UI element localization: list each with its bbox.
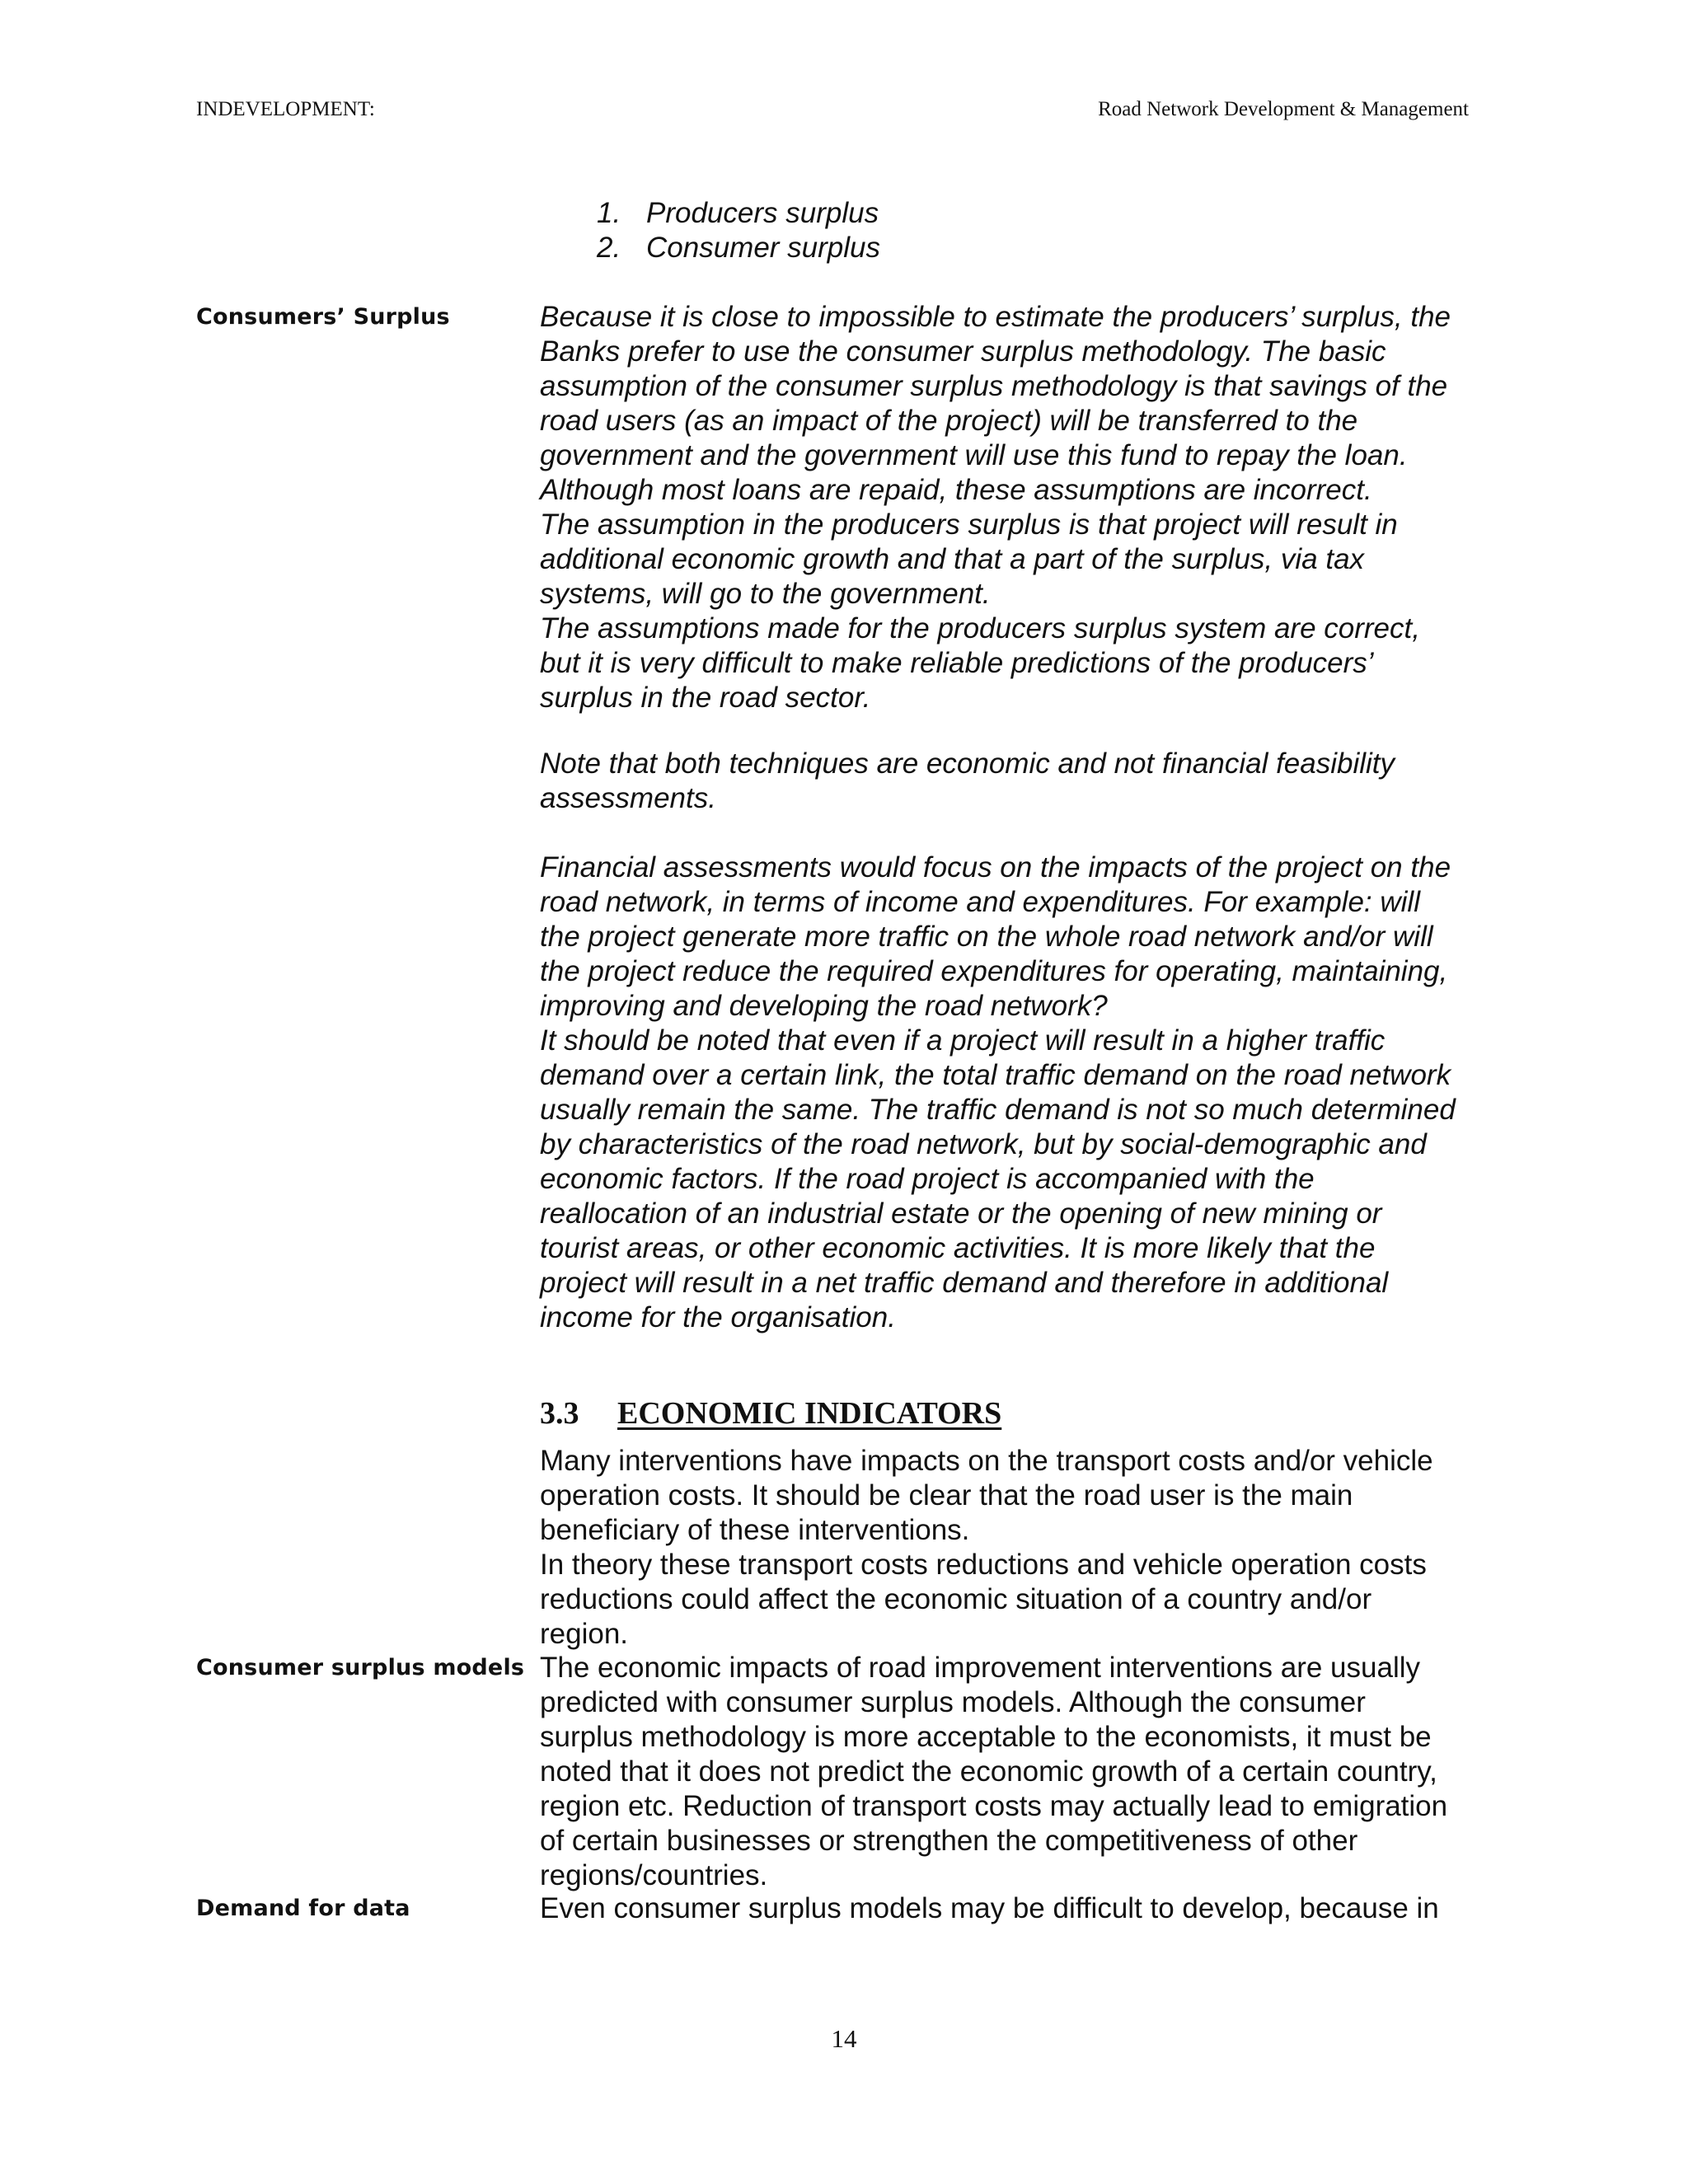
margin-note-consumers-surplus: Consumers’ Surplus: [196, 304, 450, 330]
text-line: surplus methodology is more acceptable to the economists, it must be: [540, 1721, 1432, 1753]
text-line: demand over a certain link, the total traffic demand on the road network: [540, 1059, 1451, 1091]
text-line: region etc. Reduction of transport costs may actually lead to emigration: [540, 1790, 1448, 1822]
text-line: region.: [540, 1618, 629, 1650]
paragraph-interventions: [540, 1444, 1504, 1652]
text-line: predicted with consumer surplus models. Although the consumer: [540, 1686, 1366, 1718]
paragraph-financial-assessments: [540, 851, 1504, 1335]
text-line: usually remain the same. The traffic demand is not so much determined: [540, 1094, 1456, 1126]
text-line: improving and developing the road network?: [540, 990, 1108, 1022]
text-line: systems, will go to the government.: [540, 578, 991, 610]
paragraph-demand-for-data: [540, 1891, 1504, 1926]
text-line: operation costs. It should be clear that the road user is the main: [540, 1479, 1353, 1511]
text-line: the project reduce the required expenditures for operating, maintaining,: [540, 955, 1448, 987]
text-line: reallocation of an industrial estate or the opening of new mining or: [540, 1197, 1382, 1230]
list-item-text: Consumer surplus: [646, 232, 880, 264]
text-line: Because it is close to impossible to estimate the producers’ surplus, the: [540, 301, 1451, 333]
list-item: [597, 196, 880, 231]
margin-note-consumer-surplus-models: Consumer surplus models: [196, 1655, 525, 1680]
text-line: project will result in a net traffic demand and therefore in additional: [540, 1267, 1389, 1299]
paragraph-consumer-surplus: [540, 300, 1504, 715]
text-line: Financial assessments would focus on the impacts of the project on the: [540, 851, 1451, 883]
section-heading: [540, 1394, 1001, 1432]
text-line: regions/countries.: [540, 1859, 768, 1891]
text-line: of certain businesses or strengthen the competitiveness of other: [540, 1825, 1358, 1857]
text-line: government and the government will use this fund to repay the loan.: [540, 439, 1408, 471]
text-line: economic factors. If the road project is accompanied with the: [540, 1163, 1315, 1195]
page-number: 14: [831, 2024, 857, 2053]
text-line: Note that both techniques are economic and not financial feasibility: [540, 748, 1395, 780]
text-line: Although most loans are repaid, these assumptions are incorrect.: [540, 474, 1372, 506]
text-line: The assumptions made for the producers surplus system are correct,: [540, 612, 1420, 644]
text-line: Banks prefer to use the consumer surplus methodology. The basic: [540, 335, 1386, 368]
header-left-title: INDEVELOPMENT:: [196, 98, 375, 120]
text-line: In theory these transport costs reductions and vehicle operation costs: [540, 1549, 1427, 1581]
list-item-number: 2.: [597, 232, 621, 264]
list-item: [597, 231, 880, 265]
text-line: The assumption in the producers surplus is that project will result in: [540, 509, 1398, 541]
header-right-title: Road Network Development & Management: [1098, 98, 1469, 120]
list-item-number: 1.: [597, 197, 621, 229]
text-line: road users (as an impact of the project) will be transferred to the: [540, 405, 1358, 437]
text-line: the project generate more traffic on the whole road network and/or will: [540, 921, 1433, 953]
paragraph-consumer-surplus-models: [540, 1651, 1504, 1893]
text-line: reductions could affect the economic situation of a country and/or: [540, 1583, 1372, 1615]
text-line: beneficiary of these interventions.: [540, 1514, 970, 1546]
text-line: surplus in the road sector.: [540, 682, 871, 714]
margin-note-demand-for-data: Demand for data: [196, 1896, 410, 1921]
text-line: additional economic growth and that a part of the surplus, via tax: [540, 543, 1365, 575]
text-line: Even consumer surplus models may be difficult to develop, because in: [540, 1892, 1439, 1924]
text-line: by characteristics of the road network, but by social-demographic and: [540, 1128, 1427, 1160]
text-line: but it is very difficult to make reliable predictions of the producers’: [540, 647, 1374, 679]
paragraph-note-techniques: [540, 747, 1504, 816]
list-item-text: Producers surplus: [646, 197, 879, 229]
section-number: 3.3: [540, 1396, 579, 1431]
text-line: income for the organisation.: [540, 1301, 896, 1333]
text-line: road network, in terms of income and expenditures. For example: will: [540, 886, 1420, 918]
text-line: The economic impacts of road improvement interventions are usually: [540, 1652, 1420, 1684]
text-line: assumption of the consumer surplus methodology is that savings of the: [540, 370, 1448, 402]
section-title: ECONOMIC INDICATORS: [617, 1396, 1002, 1431]
text-line: Many interventions have impacts on the transport costs and/or vehicle: [540, 1445, 1433, 1477]
text-line: noted that it does not predict the economic growth of a certain country,: [540, 1755, 1437, 1788]
text-line: tourist areas, or other economic activities. It is more likely that the: [540, 1232, 1376, 1264]
text-line: It should be noted that even if a project will result in a higher traffic: [540, 1024, 1386, 1057]
surplus-list: [597, 196, 880, 265]
text-line: assessments.: [540, 782, 716, 814]
